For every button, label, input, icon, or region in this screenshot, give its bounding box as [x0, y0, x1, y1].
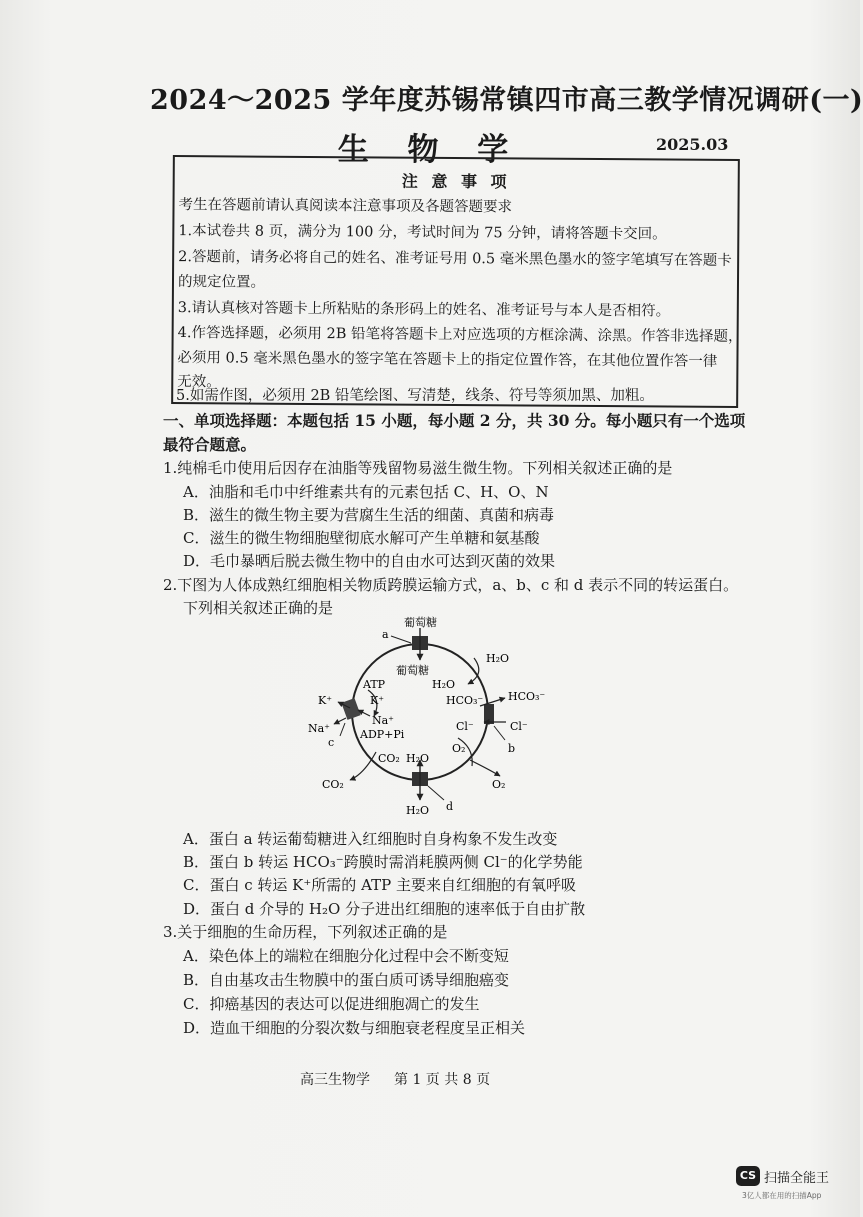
question-2-option-b: B．蛋白 b 转运 HCO₃⁻跨膜时需消耗膜两侧 Cl⁻的化学势能: [183, 853, 583, 871]
oxygen-inside-label: O₂: [452, 742, 466, 755]
notice-title: 注 意 事 项: [401, 171, 511, 192]
protein-b: [484, 704, 494, 724]
notice-line: 的规定位置。: [177, 274, 266, 291]
notice-line: 5.如需作图，必须用 2B 铅笔绘图、写清楚，线条、符号等须加黑、加粗。: [176, 388, 654, 404]
protein-a-label: a: [382, 628, 389, 641]
notice-line: 4.作答选择题，必须用 2B 铅笔将答题卡上对应选项的方框涂满、涂黑。作答非选择题，: [177, 325, 743, 346]
scanner-tagline: 3亿人都在用的扫描App: [742, 1191, 822, 1200]
scanner-logo-icon: CS: [736, 1166, 760, 1186]
section-heading: 一、单项选择题：本题包括 15 小题，每小题 2 分，共 30 分。每小题只有一个选项: [163, 411, 746, 430]
membrane-transport-diagram: [300, 612, 546, 824]
co2-inside-label: CO₂: [378, 752, 400, 765]
page-footer: [300, 1069, 514, 1089]
protein-b-label: b: [508, 742, 516, 755]
notice-line: 3.请认真核对答题卡上所粘贴的条形码上的姓名、准考证号与本人是否相符。: [177, 300, 671, 320]
scanner-app-name: 扫描全能王: [764, 1171, 830, 1186]
question-2-option-a: A．蛋白 a 转运葡萄糖进入红细胞时自身构象不发生改变: [183, 830, 558, 848]
protein-c-label: c: [328, 736, 335, 749]
question-3-option-c: C．抑癌基因的表达可以促进细胞凋亡的发生: [183, 995, 480, 1013]
subject-heading: 生 物 学: [337, 132, 523, 168]
question-3-option-b: B．自由基攻击生物膜中的蛋白质可诱导细胞癌变: [183, 971, 510, 989]
question-2-stem-cont: 下列相关叙述正确的是: [183, 599, 334, 617]
question-2-option-c: C．蛋白 c 转运 K⁺所需的 ATP 主要来自红细胞的有氧呼吸: [183, 876, 576, 894]
glucose-inside-label: 葡萄糖: [396, 664, 429, 677]
question-1-option-c: C．滋生的微生物细胞壁彻底水解可产生单糖和氨基酸: [183, 529, 540, 547]
footer-page-number: 第 1 页 共 8 页: [394, 1072, 491, 1088]
notice-line: 考生在答题前请认真阅读本注意事项及各题答题要求: [178, 197, 513, 216]
chloride-inside-label: Cl⁻: [456, 720, 474, 733]
question-1-option-d: D．毛巾暴晒后脱去微生物中的自由水可达到灭菌的效果: [183, 552, 556, 570]
water-outside-bottom-label: H₂O: [406, 804, 430, 817]
protein-c: [341, 698, 360, 720]
sodium-outside-label: Na⁺: [308, 722, 330, 735]
oxygen-outside-label: O₂: [492, 778, 506, 791]
question-1-stem: 1.纯棉毛巾使用后因存在油脂等残留物易滋生微生物。下列相关叙述正确的是: [163, 459, 673, 477]
notice-box: [171, 155, 743, 408]
exam-title: 2024～2025 学年度苏锡常镇四市高三教学情况调研(一): [150, 85, 863, 116]
potassium-inside-label: K⁺: [370, 694, 385, 707]
bicarbonate-outside-label: HCO₃⁻: [508, 690, 546, 703]
water-inside-label: H₂O: [432, 678, 456, 691]
question-3-stem: 3.关于细胞的生命历程，下列叙述正确的是: [163, 923, 448, 941]
exam-date: 2025.03: [656, 135, 729, 154]
notice-line: 1.本试卷共 8 页，满分为 100 分，考试时间为 75 分钟，请将答题卡交回。: [178, 223, 667, 243]
footer-subject: 高三生物学: [300, 1072, 370, 1088]
protein-d-label: d: [446, 800, 454, 813]
glucose-outside-label: 葡萄糖: [404, 616, 437, 629]
question-2-stem: 2.下图为人体成熟红细胞相关物质跨膜运输方式，a、b、c 和 d 表示不同的转运蛋白。: [163, 576, 739, 594]
potassium-outside-label: K⁺: [318, 694, 333, 707]
water-inside-bottom-label: H₂O: [406, 752, 430, 765]
section-heading-cont: 最符合题意。: [163, 435, 257, 454]
question-3-option-a: A．染色体上的端粒在细胞分化过程中会不断变短: [183, 947, 509, 965]
question-2-option-d: D．蛋白 d 介导的 H₂O 分子进出红细胞的速率低于自由扩散: [183, 900, 586, 918]
notice-line: 必须用 0.5 毫米黑色墨水的签字笔在答题卡上的指定位置作答，在其他位置作答一律: [177, 350, 718, 370]
bicarbonate-inside-label: HCO₃⁻: [446, 694, 484, 707]
question-1-option-b: B．滋生的微生物主要为营腐生生活的细菌、真菌和病毒: [183, 506, 555, 524]
water-outside-label: H₂O: [486, 652, 510, 665]
adp-label: ADP+Pi: [360, 728, 405, 741]
notice-line: 无效。: [177, 374, 221, 391]
notice-line: 2.答题前，请务必将自己的姓名、准考证号用 0.5 毫米黑色墨水的签字笔填写在答题卡: [178, 249, 732, 269]
atp-label: ATP: [363, 678, 386, 691]
chloride-outside-label: Cl⁻: [510, 720, 528, 733]
question-1-option-a: A．油脂和毛巾中纤维素共有的元素包括 C、H、O、N: [183, 483, 549, 501]
co2-outside-label: CO₂: [322, 778, 344, 791]
question-3-option-d: D．造血干细胞的分裂次数与细胞衰老程度呈正相关: [183, 1019, 526, 1037]
sodium-inside-label: Na⁺: [372, 714, 394, 727]
